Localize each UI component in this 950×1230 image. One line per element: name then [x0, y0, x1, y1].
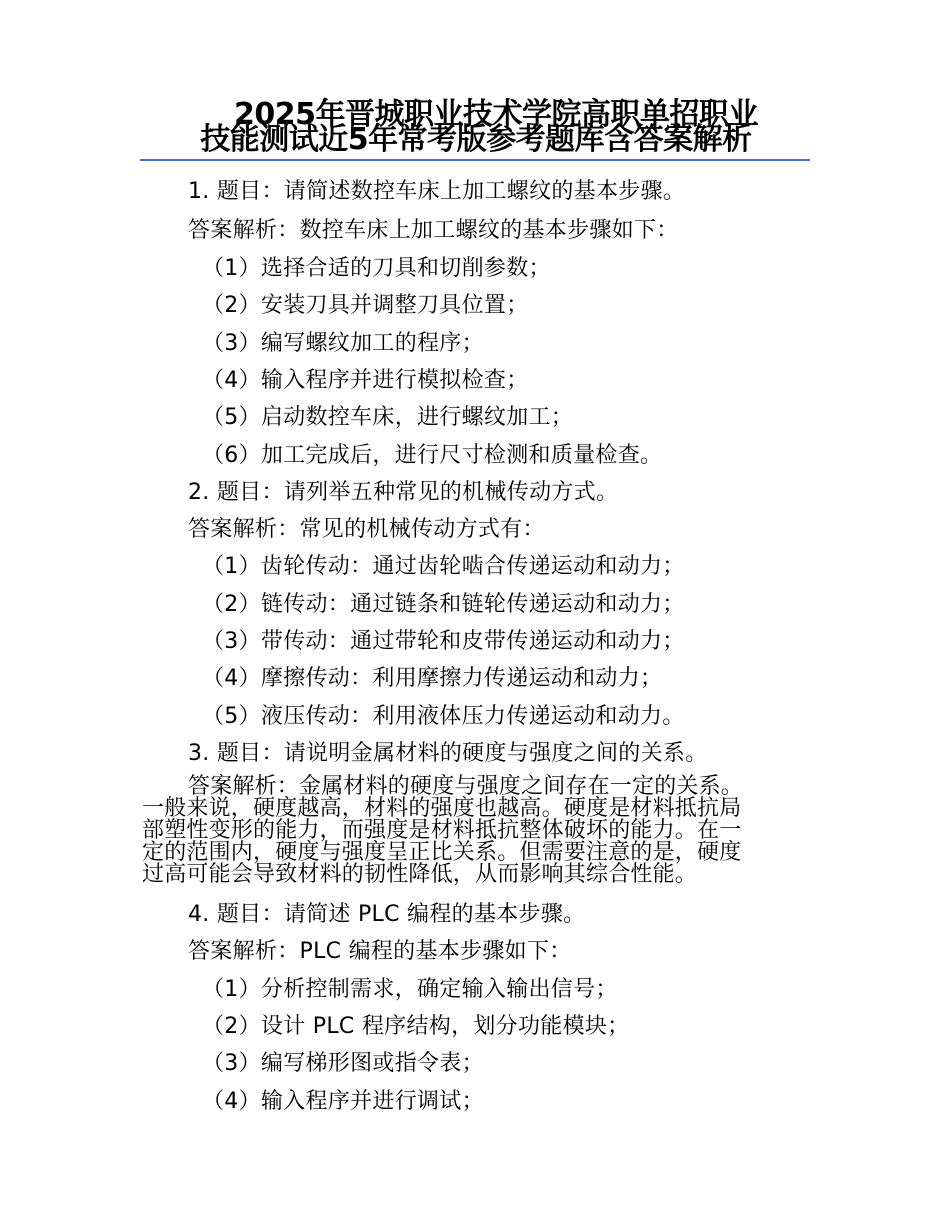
title-underline [140, 159, 810, 161]
answer-2-intro: 答案解析：常见的机械传动方式有： [188, 517, 545, 542]
answer-2-step: （3）带传动：通过带轮和皮带传递运动和动力； [202, 629, 685, 654]
answer-4-step: （3）编写梯形图或指令表； [202, 1051, 484, 1076]
answer-3-line: 部塑性变形的能力，而强度是材料抵抗整体破坏的能力。在一 [142, 818, 742, 843]
answer-2-step: （5）液压传动：利用液体压力传递运动和动力。 [202, 704, 685, 729]
question-3: 3. 题目：请说明金属材料的硬度与强度之间的关系。 [188, 741, 708, 766]
answer-3-line: 答案解析：金属材料的硬度与强度之间存在一定的关系。 [188, 774, 744, 799]
title-line-1: 2025年晋城职业技术学院高职单招职业 [234, 97, 758, 132]
answer-4-intro: 答案解析：PLC 编程的基本步骤如下： [188, 939, 572, 964]
answer-4-step: （2）设计 PLC 程序结构，划分功能模块； [202, 1014, 630, 1039]
answer-2-step: （1）齿轮传动：通过齿轮啮合传递运动和动力； [202, 554, 685, 579]
question-4: 4. 题目：请简述 PLC 编程的基本步骤。 [188, 902, 586, 927]
answer-1-intro: 答案解析：数控车床上加工螺纹的基本步骤如下： [188, 218, 679, 243]
answer-4-step: （1）分析控制需求，确定输入输出信号； [202, 977, 618, 1002]
answer-3-line: 定的范围内，硬度与强度呈正比关系。但需要注意的是，硬度 [142, 840, 742, 865]
title-line-2: 技能测试近5年常考版参考题库含答案解析 [200, 122, 752, 157]
answer-1-step: （3）编写螺纹加工的程序； [202, 331, 484, 356]
answer-3-paragraph [142, 776, 814, 886]
answer-4-step: （4）输入程序并进行调试； [202, 1089, 484, 1114]
answer-2-step: （4）摩擦传动：利用摩擦力传递运动和动力； [202, 666, 663, 691]
question-1: 1. 题目：请简述数控车床上加工螺纹的基本步骤。 [188, 179, 686, 204]
answer-2-step: （2）链传动：通过链条和链轮传递运动和动力； [202, 592, 685, 617]
answer-3-line: 过高可能会导致材料的韧性降低，从而影响其综合性能。 [142, 862, 698, 887]
document-title [140, 97, 812, 157]
answer-1-step: （4）输入程序并进行模拟检查； [202, 368, 529, 393]
answer-1-step: （6）加工完成后，进行尺寸检测和质量检查。 [202, 443, 663, 468]
question-2: 2. 题目：请列举五种常见的机械传动方式。 [188, 480, 619, 505]
answer-1-step: （5）启动数控车床，进行螺纹加工； [202, 405, 574, 430]
answer-1-step: （1）选择合适的刀具和切削参数； [202, 256, 551, 281]
answer-3-line: 一般来说，硬度越高，材料的强度也越高。硬度是材料抵抗局 [142, 796, 742, 821]
answer-1-step: （2）安装刀具并调整刀具位置； [202, 293, 529, 318]
